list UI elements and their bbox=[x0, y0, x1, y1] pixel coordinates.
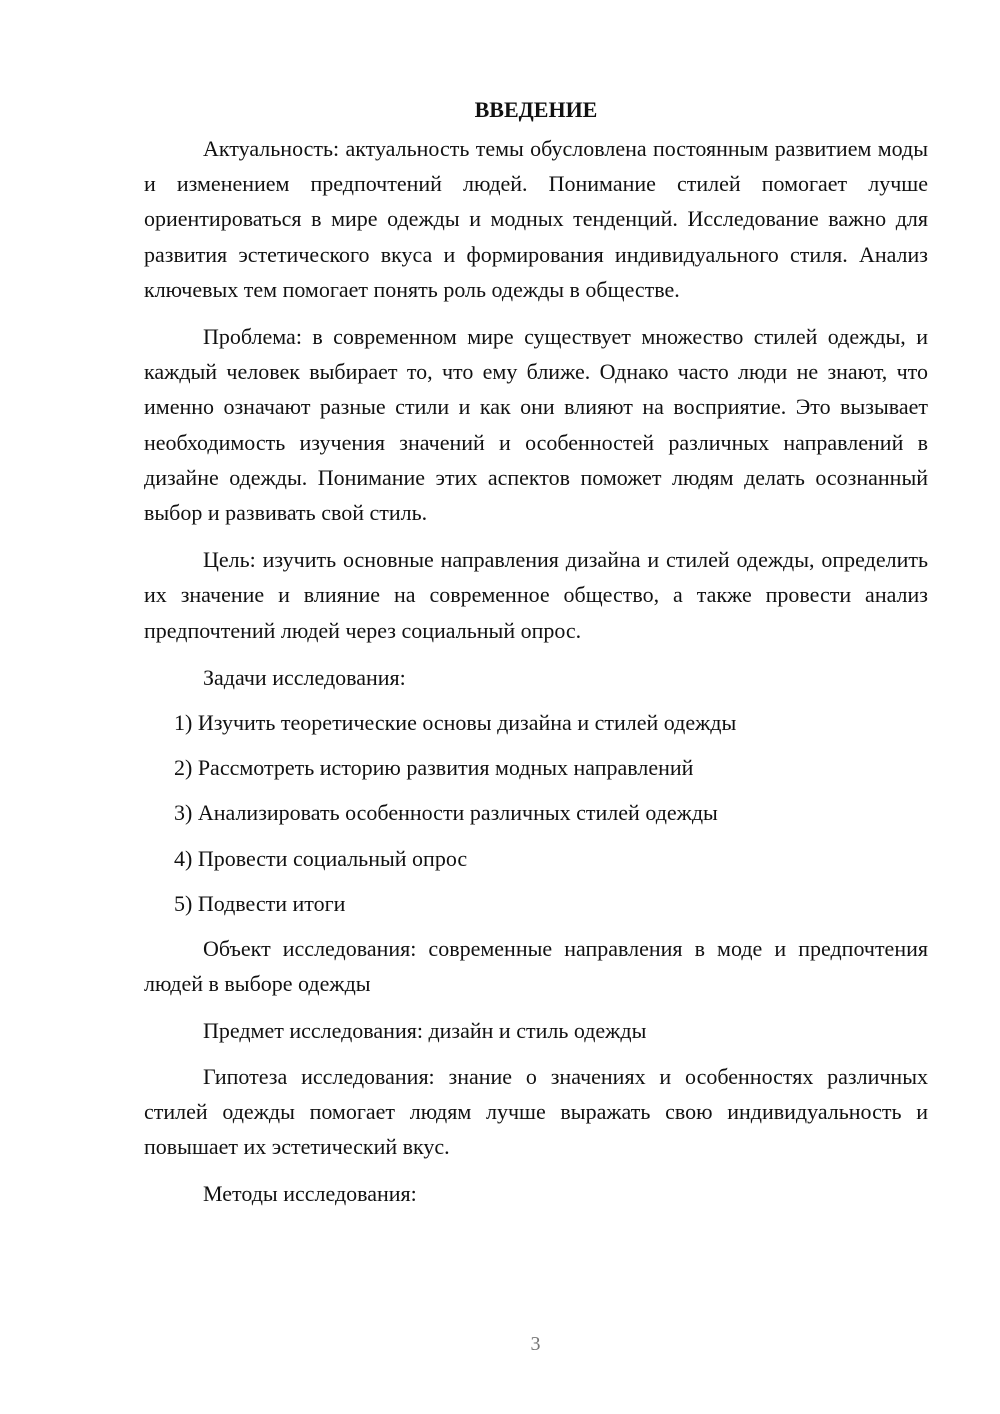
relevance-paragraph: Актуальность: актуальность темы обусловлена постоянным развитием моды и изменением предпочтений людей. Понимание стилей помогает лучше ориентироваться в мире одежды и модных тенденций. Исследование важно для развития эстетического вкуса и формирования индивидуального стиля. Анализ ключевых тем помогает понять роль одежды в обществе. bbox=[144, 136, 928, 302]
task-item-4: 4) Провести социальный опрос bbox=[174, 845, 468, 871]
section-title: ВВЕДЕНИЕ bbox=[474, 97, 598, 122]
subject-paragraph: Предмет исследования: дизайн и стиль одежды bbox=[203, 1018, 647, 1044]
task-item-5: 5) Подвести итоги bbox=[174, 890, 346, 916]
tasks-list bbox=[144, 705, 928, 921]
task-item-2: 2) Рассмотреть историю развития модных направлений bbox=[174, 755, 694, 781]
page-number: 3 bbox=[530, 1333, 541, 1355]
problem-paragraph: Проблема: в современном мире существует множество стилей одежды, и каждый человек выбирает то, что ему ближе. Однако часто люди не знают, что именно означают разные стили и как они влияют на восприятие. Это вызывает необходимость изучения значений и особенностей различных направлений в дизайне одежды. Понимание этих аспектов поможет людям делать осознанный выбор и развивать свой стиль. bbox=[144, 324, 928, 526]
task-item-1: 1) Изучить теоретические основы дизайна и стилей одежды bbox=[174, 710, 737, 736]
hypothesis-paragraph: Гипотеза исследования: знание о значениях и особенностях различных стилей одежды помогает людям лучше выражать свою индивидуальность и повышает их эстетический вкус. bbox=[144, 1063, 928, 1160]
tasks-heading: Задачи исследования: bbox=[203, 664, 406, 690]
task-item-3: 3) Анализировать особенности различных стилей одежды bbox=[174, 800, 718, 826]
goal-paragraph: Цель: изучить основные направления дизайна и стилей одежды, определить их значение и влияние на современное общество, а также провести анализ предпочтений людей через социальный опрос. bbox=[144, 547, 928, 643]
methods-heading: Методы исследования: bbox=[203, 1181, 417, 1207]
document-page bbox=[144, 92, 928, 1221]
object-paragraph: Объект исследования: современные направления в моде и предпочтения людей в выборе одежды bbox=[144, 936, 928, 997]
